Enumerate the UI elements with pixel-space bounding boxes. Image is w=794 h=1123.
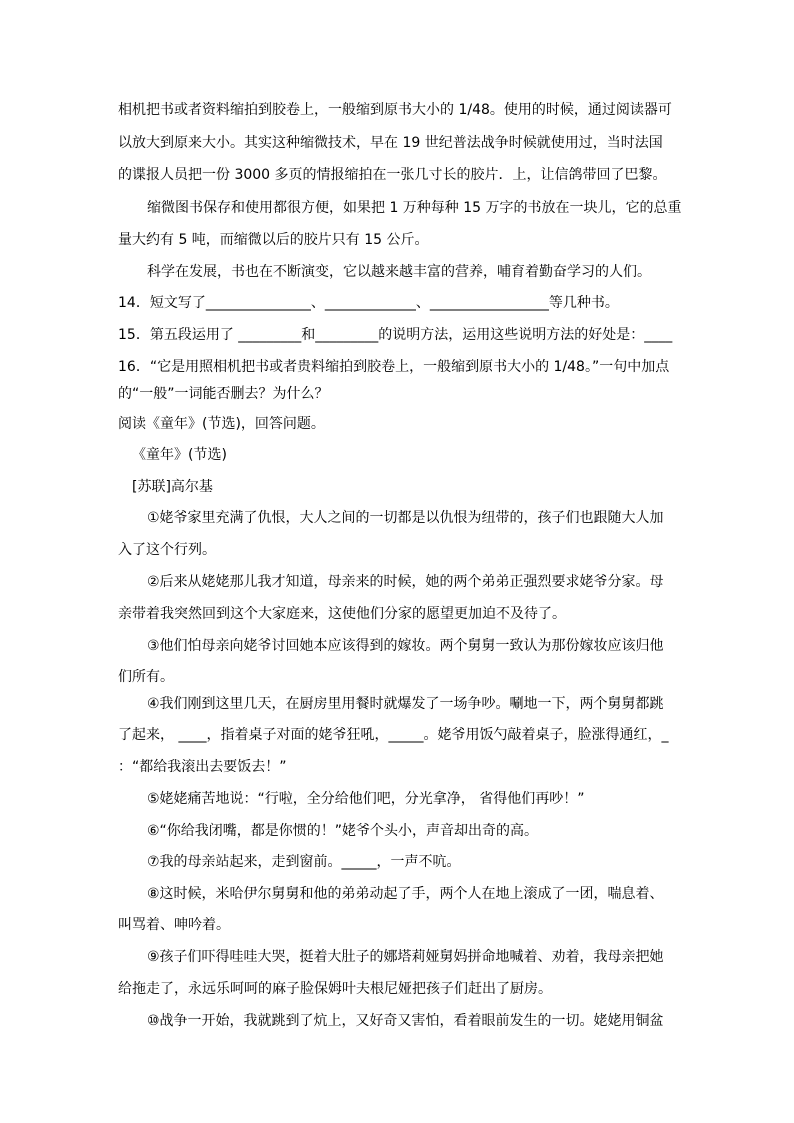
passage-title: 《童年》(节选) [132,447,227,463]
question-15: 15．第五段运用了 _________和_________的说明方法，运用这些说明方法的好处是：____ [118,327,673,343]
text-line: 相机把书或者资料缩拍到胶卷上，一般缩到原书大小的 1/48。使用的时候，通过阅读器可 [118,102,672,118]
passage-author: [苏联]高尔基 [132,479,213,495]
text-line: 叫骂着、呻吟着。 [118,917,230,933]
paragraph-start: ④我们刚到这里几天，在厨房里用餐时就爆发了一场争吵。唰地一下，两个舅舅都跳 [147,696,664,712]
question-16: 16．“它是用照相机把书或者贵料缩拍到胶卷上，一般缩到原书大小的 1/48。”一句中加点 [118,359,670,375]
text-line: 量大约有 5 吨，而缩微以后的胶片只有 15 公斤。 [118,232,429,248]
reading-instruction: 阅读《童年》(节选)，回答问题。 [118,416,325,432]
paragraph-start: ⑩战争一开始，我就跳到了炕上，又好奇又害怕，看着眼前发生的一切。姥姥用铜盆 [147,1013,664,1029]
question-14: 14．短文写了_______________、_____________、_________________等几种书。 [118,295,619,311]
text-line: 以放大到原来大小。其实这种缩微技术，早在 19 世纪普法战争时候就使用过，当时法国 [118,135,663,151]
text-line: 了起来， ____，指着桌子对面的姥爷狂吼，_____。姥爷用饭勺敲着桌子，脸涨得通红，_ [118,727,669,743]
text-line: 的“一般”一词能否删去？为什么？ [118,386,329,402]
paragraph-start: ①姥爷家里充满了仇恨，大人之间的一切都是以仇恨为纽带的，孩子们也跟随大人加 [147,510,664,526]
text-line: 给拖走了，永远乐呵呵的麻子脸保姆叶夫根尼娅把孩子们赶出了厨房。 [118,981,552,997]
text-line: 亲带着我突然回到这个大家庭来，这使他们分家的愿望更加迫不及待了。 [118,606,566,622]
text-line: ：“都给我滚出去要饭去！” [118,759,287,775]
text-line: 入了这个行列。 [118,542,216,558]
paragraph-start: ⑦我的母亲站起来，走到窗前。_____，一声不吭。 [147,854,461,870]
paragraph-start: ②后来从姥姥那儿我才知道，母亲来的时候，她的两个弟弟正强烈要求姥爷分家。母 [147,574,664,590]
paragraph-start: 缩微图书保存和使用都很方便，如果把 1 万种每种 15 万字的书放在一块儿，它的总重 [147,200,682,216]
paragraph-start: ⑥“你给我闭嘴，都是你惯的！”姥爷个头小，声音却出奇的高。 [147,823,539,839]
paragraph-start: ⑤姥姥痛苦地说：“行啦，全分给他们吧，分光拿净， 省得他们再吵！” [147,791,585,807]
paragraph-start: ⑧这时候，米哈伊尔舅舅和他的弟弟动起了手，两个人在地上滚成了一团，喘息着、 [147,886,664,902]
paragraph-start: ③他们怕母亲向姥爷讨回她本应该得到的嫁妆。两个舅舅一致认为那份嫁妆应该归他 [147,638,664,654]
text-line: 的谍报人员把一份 3000 多页的情报缩拍在一张几寸长的胶片．上，让信鸽带回了巴黎。 [118,167,667,183]
text-line: 们所有。 [118,669,174,685]
paragraph-start: ⑨孩子们吓得哇哇大哭，挺着大肚子的娜塔莉娅舅妈拼命地喊着、劝着，我母亲把她 [147,949,664,965]
paragraph-start: 科学在发展，书也在不断演变，它以越来越丰富的营养，哺育着勤奋学习的人们。 [147,264,651,280]
